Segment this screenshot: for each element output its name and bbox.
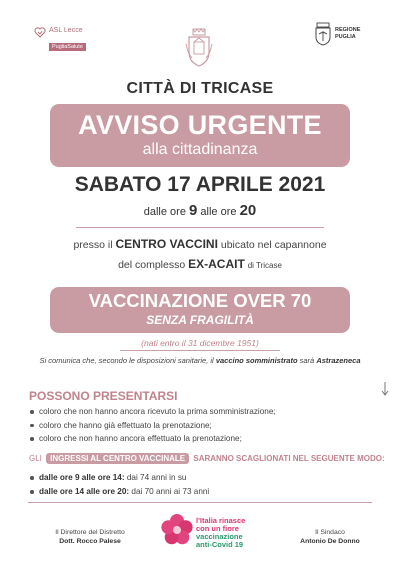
location-line2-pre: del complesso bbox=[118, 259, 186, 271]
urgent-notice-banner bbox=[50, 104, 350, 167]
fiore-campaign-logo bbox=[160, 513, 252, 553]
director-role: Il Direttore del Distretto bbox=[55, 529, 125, 536]
possono-title: POSSONO PRESENTARSI bbox=[29, 389, 178, 403]
arrow-down-icon bbox=[381, 381, 389, 397]
schedule-desc: dai 70 anni ai 73 anni bbox=[131, 487, 210, 496]
signature-mayor bbox=[282, 528, 378, 547]
regione-label: REGIONE bbox=[335, 27, 361, 33]
schedule-desc: dai 74 anni in su bbox=[126, 473, 187, 482]
city-title: CITTÀ DI TRICASE bbox=[126, 80, 274, 97]
hours-from-label: dalle ore bbox=[143, 206, 186, 218]
banner-title: AVVISO URGENTE bbox=[78, 110, 322, 140]
tricase-crest-icon bbox=[184, 28, 214, 68]
header-logos bbox=[0, 22, 400, 72]
list-item: coloro che non hanno ancora effettuato la prenotazione; bbox=[30, 432, 276, 446]
vaccination-subtitle: SENZA FRAGILITÀ bbox=[146, 313, 254, 327]
event-hours bbox=[0, 202, 400, 219]
fiore-line-1: l'Italia rinasce bbox=[196, 516, 246, 525]
info-pre: Si comunica che, secondo le disposizioni sanitarie, il bbox=[39, 356, 214, 365]
location-site: EX-ACAIT bbox=[188, 257, 245, 271]
location-line-2 bbox=[0, 257, 400, 271]
fiore-line-3: vaccinazione bbox=[196, 532, 243, 541]
divider bbox=[76, 227, 324, 228]
schedule-time: dalle ore 14 alle ore 20: bbox=[39, 487, 130, 496]
divider bbox=[28, 502, 372, 503]
list-item: coloro che non hanno ancora ricevuto la prima somministrazione; bbox=[30, 405, 276, 419]
banner-subtitle: alla cittadinanza bbox=[142, 141, 258, 158]
regione-sub: PUGLIA bbox=[335, 34, 356, 40]
birth-note: (nati entro il 31 dicembre 1951) bbox=[141, 338, 259, 348]
event-date: SABATO 17 APRILE 2021 bbox=[74, 173, 326, 196]
schedule-item bbox=[30, 471, 209, 485]
ingressi-line bbox=[29, 453, 385, 464]
hours-to-label: alle ore bbox=[200, 206, 237, 218]
fiore-text bbox=[196, 517, 245, 549]
asl-heart-icon bbox=[34, 26, 46, 38]
location-line-1 bbox=[0, 237, 400, 251]
vaccine-info bbox=[0, 356, 400, 365]
asl-sub: PugliaSalute bbox=[49, 43, 86, 51]
ingressi-pre: GLI bbox=[29, 454, 42, 463]
vaccination-title: VACCINAZIONE OVER 70 bbox=[88, 290, 312, 311]
location-center: CENTRO VACCINI bbox=[115, 237, 218, 251]
schedule-item bbox=[30, 485, 209, 499]
primula-flower-icon bbox=[160, 513, 194, 547]
list-item: coloro che hanno già effettuato la prenotazione; bbox=[30, 419, 276, 433]
schedule-time: dalle ore 9 alle ore 14: bbox=[39, 473, 125, 482]
hours-to: 20 bbox=[239, 202, 257, 219]
fiore-line-4: anti-Covid 19 bbox=[196, 540, 244, 549]
mayor-name: Antonio De Donno bbox=[300, 538, 360, 545]
asl-lecce-logo bbox=[34, 26, 86, 53]
location-post: ubicato nel capannone bbox=[220, 239, 327, 251]
schedule-list bbox=[30, 471, 209, 499]
regione-puglia-crest-icon bbox=[314, 22, 332, 46]
ingressi-tag: INGRESSI AL CENTRO VACCINALE bbox=[46, 453, 189, 464]
divider bbox=[120, 350, 280, 351]
mayor-role: Il Sindaco bbox=[315, 529, 345, 536]
location-pre: presso il bbox=[73, 239, 113, 251]
signature-director bbox=[40, 528, 140, 547]
info-bold: vaccino somministrato bbox=[215, 356, 298, 365]
info-vaccine: Astrazeneca bbox=[316, 356, 361, 365]
asl-name: ASL Lecce bbox=[49, 27, 83, 34]
regione-puglia-logo bbox=[314, 22, 360, 46]
hours-from: 9 bbox=[189, 202, 198, 219]
location-city: di Tricase bbox=[247, 261, 282, 270]
possono-list bbox=[30, 405, 276, 446]
ingressi-post: SARANNO SCAGLIONATI NEL SEGUENTE MODO: bbox=[193, 454, 385, 463]
vaccination-banner bbox=[50, 287, 350, 333]
info-mid: sarà bbox=[299, 356, 315, 365]
fiore-line-2: con un fiore bbox=[196, 524, 239, 533]
director-name: Dott. Rocco Palese bbox=[59, 538, 121, 545]
